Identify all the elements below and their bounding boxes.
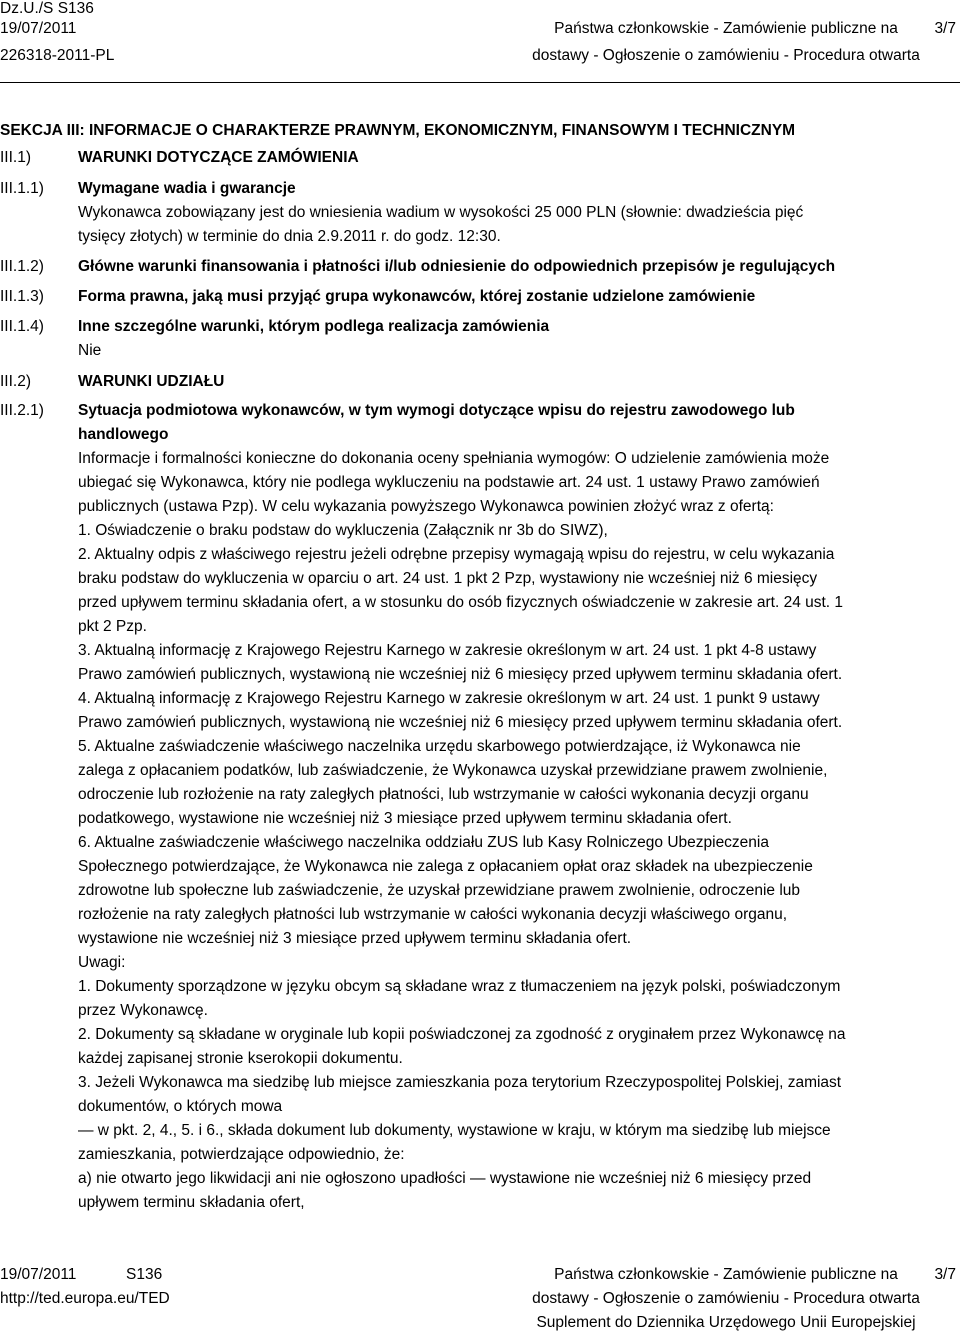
notice-number: 226318-2011-PL xyxy=(0,47,115,64)
text-line: pkt 2 Pzp. xyxy=(78,618,147,635)
footer-date: 19/07/2011 xyxy=(0,1266,77,1283)
text-line: wystawione nie wcześniej niż 3 miesiące przed upływem terminu składania ofert. xyxy=(78,930,632,947)
text-line: publicznych (ustawa Pzp). W celu wykazania powyższego Wykonawca powinien złożyć wraz z ofertą: xyxy=(78,498,774,515)
text-line: 2. Aktualny odpis z właściwego rejestru jeżeli odrębne przepisy wymagają wpisu do rejestru, w celu wykazania xyxy=(78,546,835,563)
text-line: przed upływem terminu składania ofert, a w stosunku do osób fizycznych oświadczenie w zakresie art. 24 ust. 1 xyxy=(78,594,844,611)
text-line: 1. Oświadczenie o braku podstaw do wykluczenia (Załącznik nr 3b do SIWZ), xyxy=(78,522,608,539)
text-line: zalega z opłacaniem podatków, lub zaświadczenie, że Wykonawca uzyskał przewidziane prawem zwolnienie, xyxy=(78,762,828,779)
header-title-line2: dostawy - Ogłoszenie o zamówieniu - Procedura otwarta xyxy=(532,47,920,64)
text-line: 1. Dokumenty sporządzone w języku obcym są składane wraz z tłumaczeniem na język polski, poświadczonym xyxy=(78,978,841,995)
text-line: braku podstaw do wykluczenia w oparciu o art. 24 ust. 1 pkt 2 Pzp, wystawiony nie wcześniej niż 6 miesięcy xyxy=(78,570,818,587)
text-line: 3. Aktualną informację z Krajowego Rejestru Karnego w zakresie określonym w art. 24 ust. 1 pkt 4-8 ustawy xyxy=(78,642,817,659)
item-block-iii21 xyxy=(78,399,956,1215)
item-label-iii21: III.2.1) xyxy=(0,402,44,419)
journal-reference: Dz.U./S S136 xyxy=(0,0,94,17)
item-label-iii2: III.2) xyxy=(0,373,32,390)
item-text-iii11-line1: Wykonawca zobowiązany jest do wniesienia wadium w wysokości 25 000 PLN (słownie: dwadzieścia pięć xyxy=(78,204,804,221)
footer-title-line3: Suplement do Dziennika Urzędowego Unii Europejskiej xyxy=(536,1314,916,1331)
item-value-iii14: Nie xyxy=(78,342,102,359)
text-line: Społecznego potwierdzające, że Wykonawca nie zalega z opłacaniem opłat oraz składek na ubezpieczenie xyxy=(78,858,813,875)
header-divider xyxy=(0,82,960,83)
text-line: rozłożenie na raty zaległych płatności lub wstrzymanie w całości wykonania decyzji właściwego organu, xyxy=(78,906,788,923)
text-line: a) nie otwarto jego likwidacji ani nie ogłoszono upadłości — wystawione nie wcześniej niż 6 miesięcy przed xyxy=(78,1170,812,1187)
header-date: 19/07/2011 xyxy=(0,20,77,37)
text-line: zdrowotne lub społeczne lub zaświadczenie, że uzyskał przewidziane prawem zwolnienie, odroczenie lub xyxy=(78,882,800,899)
item-block-iii11 xyxy=(78,177,956,249)
text-line: Prawo zamówień publicznych, wystawioną nie wcześniej niż 6 miesięcy przed upływem terminu składania ofert. xyxy=(78,714,843,731)
footer-issue: S136 xyxy=(126,1266,163,1283)
item-title-iii1: WARUNKI DOTYCZĄCE ZAMÓWIENIA xyxy=(78,149,359,166)
item-title-iii21-line2: handlowego xyxy=(78,426,169,443)
text-line: dokumentów, o których mowa xyxy=(78,1098,283,1115)
text-line: zamieszkania, potwierdzające odpowiednio, że: xyxy=(78,1146,405,1163)
item-label-iii1: III.1) xyxy=(0,149,32,166)
item-title-iii14: Inne szczególne warunki, którym podlega realizacja zamówienia xyxy=(78,318,550,335)
text-line: Informacje i formalności konieczne do dokonania oceny spełniania wymogów: O udzielenie zamówienia może xyxy=(78,450,830,467)
item-title-iii2: WARUNKI UDZIAŁU xyxy=(78,373,225,390)
text-line: ubiegać się Wykonawca, który nie podlega wykluczeniu na podstawie art. 24 ust. 1 ustawy Prawo zamówień xyxy=(78,474,820,491)
text-line: 2. Dokumenty są składane w oryginale lub kopii poświadczonej za zgodność z oryginałem przez Wykonawcę na xyxy=(78,1026,846,1043)
header-page-number: 3/7 xyxy=(934,20,956,37)
item-block-iii14 xyxy=(78,315,956,363)
footer-page-number: 3/7 xyxy=(934,1266,956,1283)
item-label-iii14: III.1.4) xyxy=(0,318,44,335)
footer-title-line1: Państwa członkowskie - Zamówienie publiczne na xyxy=(554,1266,898,1283)
text-line: Uwagi: xyxy=(78,954,126,971)
item-title-iii21-line1: Sytuacja podmiotowa wykonawców, w tym wymogi dotyczące wpisu do rejestru zawodowego lub xyxy=(78,402,795,419)
text-line: 3. Jeżeli Wykonawca ma siedzibę lub miejsce zamieszkania poza terytorium Rzeczypospolitej Polskiej, zamiast xyxy=(78,1074,842,1091)
text-line: odroczenie lub rozłożenie na raty zaległych płatności, lub wstrzymanie w całości wykonania decyzji organu xyxy=(78,786,809,803)
item-title-iii13: Forma prawna, jaką musi przyjąć grupa wykonawców, której zostanie udzielone zamówienie xyxy=(78,288,756,305)
item-title-iii12: Główne warunki finansowania i płatności i/lub odniesienie do odpowiednich przepisów je regulujących xyxy=(78,258,836,275)
text-line: Prawo zamówień publicznych, wystawioną nie wcześniej niż 6 miesięcy przed upływem terminu składania ofert. xyxy=(78,666,843,683)
text-line: przez Wykonawcę. xyxy=(78,1002,208,1019)
item-title-iii11: Wymagane wadia i gwarancje xyxy=(78,180,296,197)
text-line: każdej zapisanej stronie kserokopii dokumentu. xyxy=(78,1050,403,1067)
item-text-iii21 xyxy=(78,447,956,1215)
item-label-iii12: III.1.2) xyxy=(0,258,44,275)
item-text-iii11-line2: tysięcy złotych) w terminie do dnia 2.9.2011 r. do godz. 12:30. xyxy=(78,228,501,245)
item-label-iii13: III.1.3) xyxy=(0,288,44,305)
footer-title-line2: dostawy - Ogłoszenie o zamówieniu - Procedura otwarta xyxy=(532,1290,920,1307)
text-line: 5. Aktualne zaświadczenie właściwego naczelnika urzędu skarbowego potwierdzające, iż Wykonawca nie xyxy=(78,738,801,755)
item-label-iii11: III.1.1) xyxy=(0,180,44,197)
footer-url: http://ted.europa.eu/TED xyxy=(0,1290,170,1307)
header-title-line1: Państwa członkowskie - Zamówienie publiczne na xyxy=(554,20,898,37)
text-line: — w pkt. 2, 4., 5. i 6., składa dokument lub dokumenty, wystawione w kraju, w którym ma siedzibę lub miejsce xyxy=(78,1122,831,1139)
section-heading: SEKCJA III: INFORMACJE O CHARAKTERZE PRAWNYM, EKONOMICZNYM, FINANSOWYM I TECHNICZNYM xyxy=(0,122,796,139)
text-line: upływem terminu składania ofert, xyxy=(78,1194,305,1211)
text-line: podatkowego, wystawione nie wcześniej niż 3 miesiące przed upływem terminu składania ofert. xyxy=(78,810,732,827)
text-line: 6. Aktualne zaświadczenie właściwego naczelnika oddziału ZUS lub Kasy Rolniczego Ubezpieczenia xyxy=(78,834,769,851)
text-line: 4. Aktualną informację z Krajowego Rejestru Karnego w zakresie określonym w art. 24 ust. 1 punkt 9 ustawy xyxy=(78,690,820,707)
